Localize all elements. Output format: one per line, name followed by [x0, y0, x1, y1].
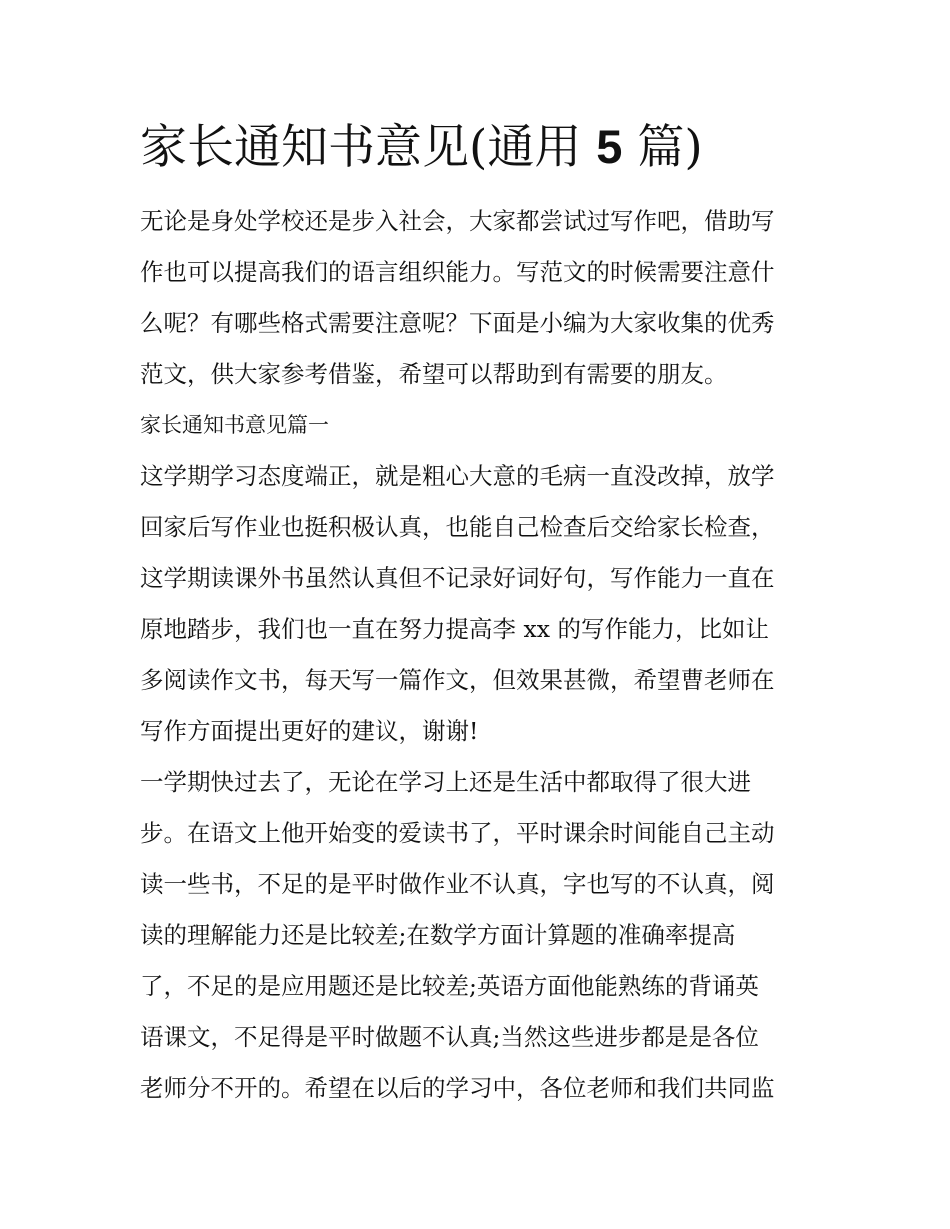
paragraph-line: 了，不足的是应用题还是比较差;英语方面他能熟练的背诵英	[140, 972, 759, 1000]
paragraph-line: 语课文，不足得是平时做题不认真;当然这些进步都是是各位	[140, 1023, 759, 1051]
paragraph-line: 老师分不开的。希望在以后的学习中，各位老师和我们共同监	[140, 1074, 775, 1102]
paragraph-line: 么呢？有哪些格式需要注意呢？下面是小编为大家收集的优秀	[140, 309, 775, 337]
paragraph-line: 多阅读作文书，每天写一篇作文，但效果甚微，希望曹老师在	[140, 666, 775, 694]
document-title: 家长通知书意见(通用 5 篇)	[140, 120, 703, 175]
paragraph-line: 写作方面提出更好的建议，谢谢!	[140, 717, 479, 745]
paragraph-line: 回家后写作业也挺积极认真，也能自己检查后交给家长检查，	[140, 513, 775, 541]
paragraph-line: 读一些书，不足的是平时做作业不认真，字也写的不认真，阅	[140, 870, 775, 898]
paragraph-line: 这学期学习态度端正，就是粗心大意的毛病一直没改掉，放学	[140, 462, 775, 490]
paragraph-line: 无论是身处学校还是步入社会，大家都尝试过写作吧，借助写	[140, 207, 775, 235]
paragraph-line: 步。在语文上他开始变的爱读书了，平时课余时间能自己主动	[140, 819, 775, 847]
section-heading: 家长通知书意见篇一	[140, 413, 329, 437]
paragraph-line: 原地踏步，我们也一直在努力提高李 xx 的写作能力，比如让	[140, 615, 769, 643]
paragraph-line: 读的理解能力还是比较差;在数学方面计算题的准确率提高	[140, 921, 736, 949]
paragraph-line: 作也可以提高我们的语言组织能力。写范文的时候需要注意什	[140, 258, 775, 286]
paragraph-line: 一学期快过去了，无论在学习上还是生活中都取得了很大进	[140, 768, 751, 796]
paragraph-line: 范文，供大家参考借鉴，希望可以帮助到有需要的朋友。	[140, 360, 728, 388]
document-body	[140, 196, 812, 1114]
paragraph-line: 这学期读课外书虽然认真但不记录好词好句，写作能力一直在	[140, 564, 775, 592]
